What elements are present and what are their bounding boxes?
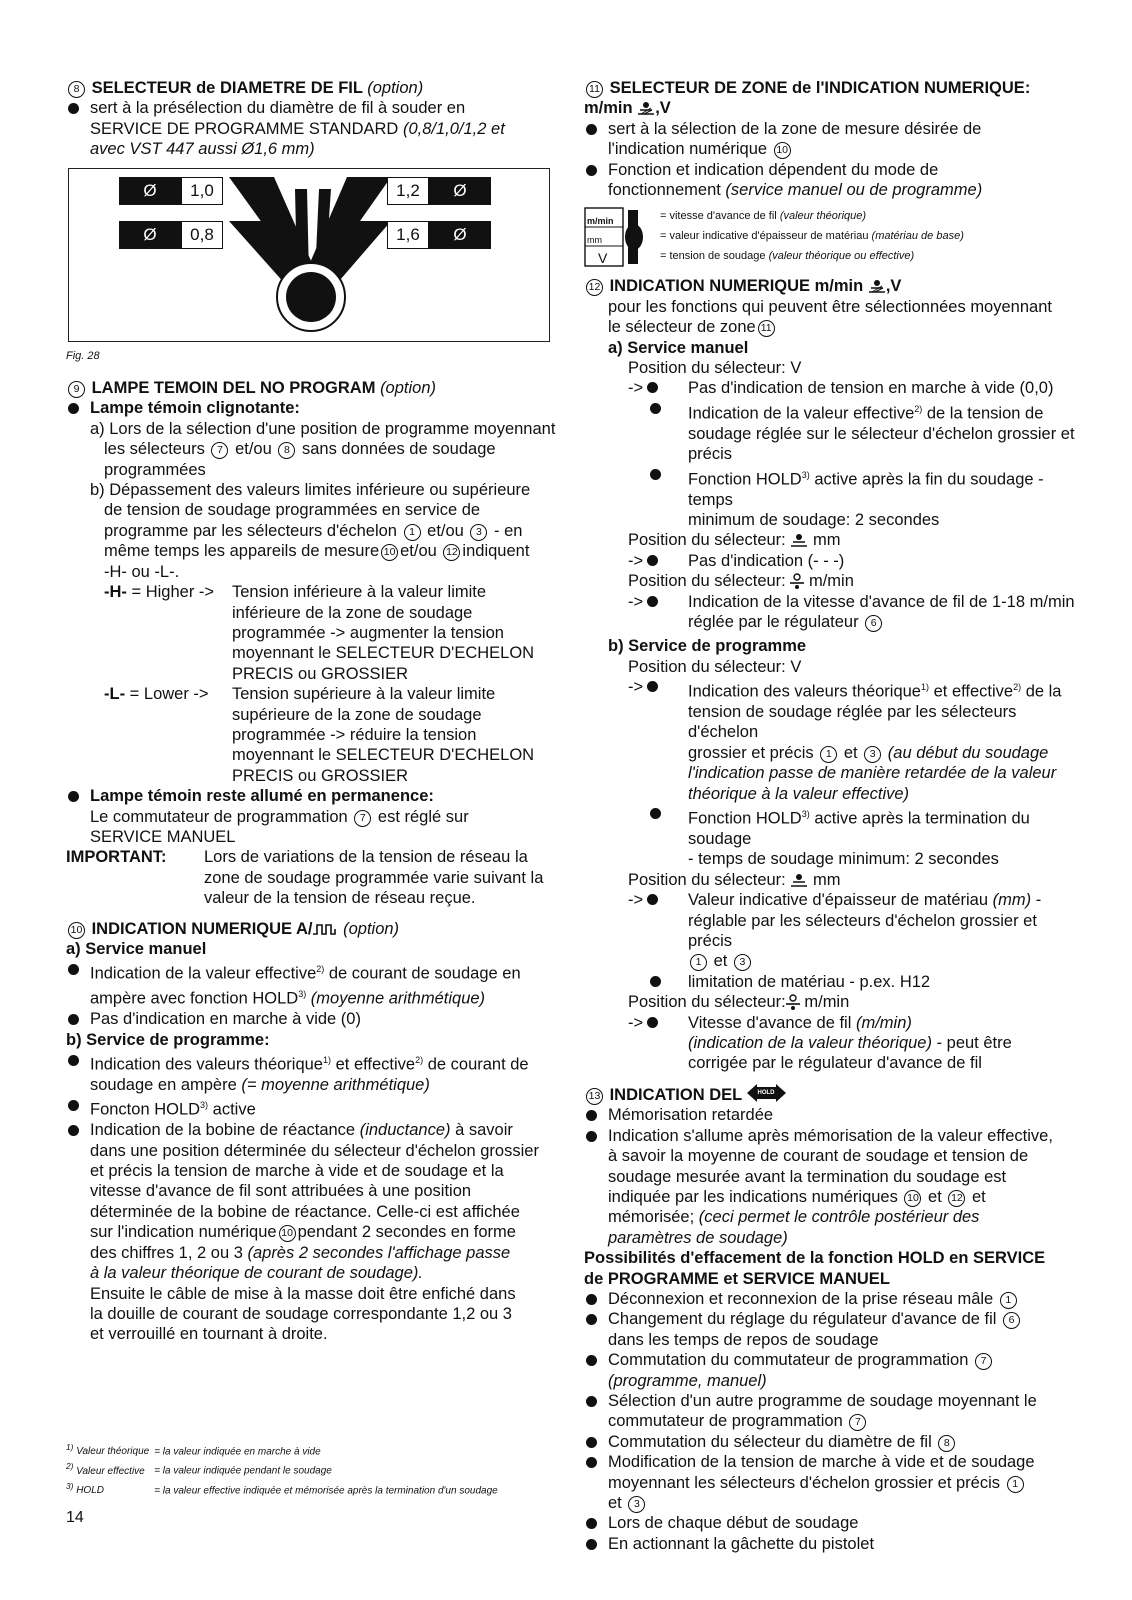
diameter-tag-1-0: Ø 1,0: [119, 177, 223, 205]
wire-spool-icon: [786, 994, 800, 1010]
section-12-title: 12 INDICATION NUMERIQUE m/min ,V: [584, 276, 1084, 296]
selector-position-mm: Position du sélecteur: mm: [628, 531, 841, 550]
section-12-program: b) Service de programme: [608, 637, 807, 656]
list-item: Indication s'allume après mémorisation de la valeur effective, à savoir la moyenne de courant de soudage et tension de soudage mesurée avant la termination du soudage est indiquée par les indications numériques 10 et 12 et mémorisée; (ceci permet le contrôle postérieur des paramètres de soudage): [584, 1126, 1084, 1248]
diameter-tag-0-8: Ø 0,8: [119, 221, 223, 249]
list-item: Sélection d'un autre programme de soudage moyennant le commutateur de programmation 7: [584, 1391, 1084, 1432]
selector-position-v: Position du sélecteur: V: [628, 657, 802, 676]
list-item: Modification de la tension de marche à vide et de soudage moyennant les sélecteurs d'échelon grossier et précis 1 et 3: [584, 1452, 1084, 1513]
section-9-subtitle-steady: Lampe témoin reste allumé en permanence:: [66, 786, 562, 806]
list-item: Indication de la valeur effective$^{2)}$ de la tension de soudage réglée sur le sélecteur d'échelon grossier et précis: [628, 399, 1084, 465]
selector-position-v: Position du sélecteur: V: [628, 359, 802, 378]
footnote-1: $^{1)}$ Valeur théorique = la valeur indiquée en marche à vide: [66, 1442, 321, 1458]
page-number: 14: [66, 1509, 84, 1526]
list-item: Mémorisation retardée: [584, 1105, 1084, 1125]
list-item: Indication de la valeur effective$^{2)}$ de courant de soudage en ampère avec fonction HOLD$^{3)}$ (moyenne arithmétique): [66, 959, 562, 1009]
section-8-title: 8 SELECTEUR de DIAMETRE DE FIL (option): [66, 78, 562, 98]
selector-position-mmin: Position du sélecteur: m/min: [628, 572, 854, 591]
list-item: Indication de la bobine de réactance (inductance) à savoir dans une position déterminée du sélecteur d'échelon grossier et précis la tension de marche à vide et de soudage et la vitesse d'avance de fil sont attribuées à une position déterminée de la bobine de réactance. Celle-ci est affichée sur l'indication numérique 10 pendant 2 secondes en forme des chiffres 1, 2 ou 3 (après 2 secondes l'affichage passe à la valeur théorique de courant de soudage).: [66, 1120, 562, 1283]
right-arrow-icon: [776, 1084, 786, 1102]
section-9-case-a: a) Lors de la sélection d'une position de programme moyennant les sélecteurs 7 et/ou 8 sans données de soudage programmées: [90, 419, 556, 479]
selector-position-mm: Position du sélecteur: mm: [628, 870, 841, 889]
section-12-intro: pour les fonctions qui peuvent être sélectionnées moyennant le sélecteur de zone 11: [608, 297, 1052, 337]
selector-position-mmin: Position du sélecteur: m/min: [628, 993, 850, 1012]
wire-spool-icon: [790, 573, 804, 589]
section-9-steady-text: Le commutateur de programmation 7 est réglé sur SERVICE MANUEL: [90, 807, 469, 846]
legend-thickness: = valeur indicative d'épaisseur de matériau (matériau de base): [660, 230, 964, 243]
list-item: -> Indication de la vitesse d'avance de fil de 1-18 m/min réglée par le régulateur 6: [628, 592, 1075, 631]
higher-explanation: -H- = Higher -> Tension inférieure à la valeur limite inférieure de la zone de soudage programmée -> augmenter la tension moyennant le SELECTEUR D'ECHELON PRECIS ou GROSSIER: [104, 583, 535, 683]
right-column: [584, 78, 1084, 1554]
section-12-manual: a) Service manuel: [608, 338, 749, 357]
list-item: En actionnant la gâchette du pistolet: [584, 1534, 1084, 1554]
section-13-title: 13 INDICATION DEL HOLD: [584, 1084, 1084, 1105]
list-item: limitation de matériau - p.ex. H12: [628, 972, 1084, 992]
section-10-program: b) Service de programme:: [66, 1030, 270, 1049]
section-9-title: 9 LAMPE TEMOIN DEL NO PROGRAM (option): [66, 378, 562, 398]
thickness-icon: [790, 873, 808, 887]
legend-wire-speed: = vitesse d'avance de fil (valeur théorique): [660, 210, 867, 223]
list-item: -> Pas d'indication de tension en marche à vide (0,0): [628, 379, 1054, 398]
section-10-ground-cable-note: Ensuite le câble de mise à la masse doit être enfiché dans la douille de courant de soudage correspondante 1,2 ou 3 et verrouillé en tournant à droite.: [90, 1284, 516, 1344]
list-item: Pas d'indication en marche à vide (0): [66, 1009, 562, 1029]
list-item: Changement du réglage du régulateur d'avance de fil 6 dans les temps de repos de soudage: [584, 1309, 1084, 1350]
thickness-icon: [790, 533, 808, 547]
figure-caption: Fig. 28: [66, 349, 100, 362]
important-note: IMPORTANT: Lors de variations de la tension de réseau la zone de soudage programmée varie suivant la valeur de la tension de réseau reçue.: [66, 848, 544, 908]
section-11-title: 11 SELECTEUR DE ZONE de l'INDICATION NUMERIQUE: m/min ,V: [584, 79, 1031, 118]
lower-explanation: -L- = Lower -> Tension supérieure à la valeur limite supérieure de la zone de soudage programmée -> réduire la tension moyennant le SELECTEUR D'ECHELON PRECIS ou GROSSIER: [104, 685, 535, 785]
list-item: -> Pas d'indication (- - -): [628, 551, 845, 570]
diameter-tag-1-6: 1,6 Ø: [387, 221, 491, 249]
zone-selector-legend: m/min mm V = vitesse d'avance de fil (valeur théorique) = valeur indicative d'épaisseur de matériau (matériau de base) = tension de soudage (valeur théorique ou effective): [584, 206, 1084, 268]
section-9-subtitle-blinking: Lampe témoin clignotante:: [66, 398, 562, 418]
list-item: -> Indication des valeurs théorique$^{1)}$ et effective$^{2)}$ de la tension de soudage réglée par les sélecteurs d'échelon grossier et précis 1 et 3 (au début du soudage l'indication passe de manière retardée de la valeur théorique à la valeur effective): [628, 678, 1062, 803]
list-item: -> Valeur indicative d'épaisseur de matériau (mm) - réglable par les sélecteurs d'échelon grossier et précis 1 et 3: [628, 891, 1042, 971]
list-item: Lors de chaque début de soudage: [584, 1513, 1084, 1533]
footnote-2: $^{2)}$ Valeur effective = la valeur indiquée pendant le soudage: [66, 1461, 332, 1477]
legend-voltage: = tension de soudage (valeur théorique ou effective): [660, 250, 915, 263]
hold-reset-heading: Possibilités d'effacement de la fonction HOLD en SERVICE de PROGRAMME et SERVICE MANUEL: [584, 1249, 1046, 1288]
footnotes: [66, 1440, 498, 1498]
list-item: -> Vitesse d'avance de fil (m/min) (indication de la valeur théorique) - peut être corrigée par le régulateur d'avance de fil: [628, 1013, 1012, 1073]
wire-feed-icon: [868, 279, 886, 293]
section-10-title: 10 INDICATION NUMERIQUE A/ (option): [66, 919, 562, 939]
left-arrow-icon: [747, 1084, 757, 1102]
hold-led-icon: HOLD: [747, 1084, 786, 1102]
list-item: Fonction et indication dépendent du mode de fonctionnement (service manuel ou de programme): [584, 160, 1084, 201]
list-item: Foncton HOLD$^{3)}$ active: [66, 1095, 562, 1120]
list-item: Commutation du commutateur de programmation 7 (programme, manuel): [584, 1350, 1084, 1391]
list-item: Commutation du sélecteur du diamètre de fil 8: [584, 1432, 1084, 1452]
wire-diameter-figure: [68, 168, 550, 342]
list-item: Indication des valeurs théorique$^{1)}$ et effective$^{2)}$ de courant de soudage en ampère (= moyenne arithmétique): [66, 1050, 562, 1095]
footnote-3: $^{3)}$ HOLD = la valeur effective indiquée et mémorisée après la termination d'un soudage: [66, 1480, 498, 1496]
section-10-manual: a) Service manuel: [66, 940, 207, 958]
list-item: sert à la présélection du diamètre de fil à souder en SERVICE DE PROGRAMME STANDARD (0,8/1,0/1,2 et avec VST 447 aussi Ø1,6 mm): [66, 98, 562, 159]
list-item: Fonction HOLD$^{3)}$ active après la termination du soudage - temps de soudage minimum: 2 secondes: [628, 804, 1084, 870]
wire-feed-icon: [637, 101, 655, 115]
list-item: sert à la sélection de la zone de mesure désirée de l'indication numérique 10: [584, 119, 1084, 160]
list-item: Fonction HOLD$^{3)}$ active après la fin du soudage - temps minimum de soudage: 2 secondes: [628, 465, 1084, 531]
diameter-tag-1-2: 1,2 Ø: [387, 177, 491, 205]
left-column: [66, 78, 562, 1345]
pulse-icon: [313, 923, 339, 935]
section-9-case-b: b) Dépassement des valeurs limites inférieure ou supérieure de tension de soudage programmées en service de programme par les sélecteurs d'échelon 1 et/ou 3 - en même temps les appareils de mesure 10 et/ou 12 indiquent -H- ou -L-.: [90, 481, 531, 581]
list-item: Déconnexion et reconnexion de la prise réseau mâle 1: [584, 1289, 1084, 1309]
